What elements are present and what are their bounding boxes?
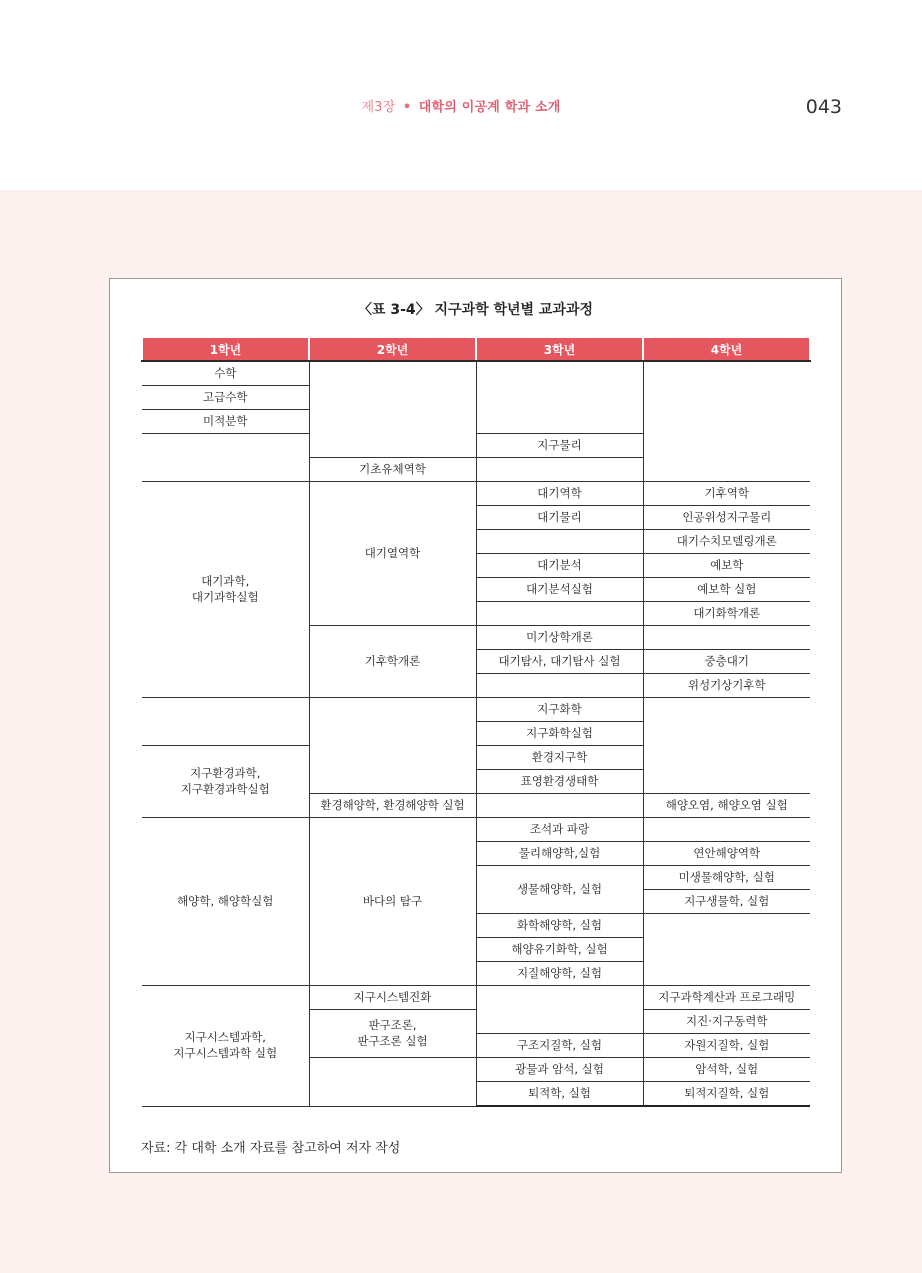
table-cell: 지구화학	[476, 698, 643, 722]
table-cell: 대기탐사, 대기탐사 실험	[476, 650, 643, 674]
table-cell: 화학해양학, 실험	[476, 914, 643, 938]
table-cell: 중층대기	[643, 650, 810, 674]
table-cell: 기초유체역학	[309, 458, 476, 482]
table-cell-empty	[476, 361, 643, 434]
table-cell: 대기물리	[476, 506, 643, 530]
table-cell: 해양오염, 해양오염 실험	[643, 794, 810, 818]
table-cell-empty	[643, 361, 810, 482]
table-cell: 위성기상기후학	[643, 674, 810, 698]
table-cell-empty	[643, 914, 810, 986]
table-cell: 지질해양학, 실험	[476, 962, 643, 986]
page-header	[0, 0, 922, 190]
table-cell: 광물과 암석, 실험	[476, 1058, 643, 1082]
table-row	[142, 986, 810, 1010]
table-cell: 해양학, 해양학실험	[142, 818, 309, 986]
page-number: 043	[805, 96, 842, 118]
column-header-year2: 2학년	[309, 338, 476, 361]
table-cell-empty	[476, 602, 643, 626]
table-cell: 지구과학계산과 프로그래밍	[643, 986, 810, 1010]
table-row	[142, 818, 810, 842]
table-cell-empty	[476, 674, 643, 698]
curriculum-table	[141, 338, 811, 1107]
head-separator: •	[402, 100, 412, 115]
table-cell: 미기상학개론	[476, 626, 643, 650]
table-cell-empty	[476, 986, 643, 1034]
table-cell-empty	[643, 698, 810, 794]
table-cell-empty	[142, 698, 309, 746]
table-cell: 퇴적학, 실험	[476, 1082, 643, 1107]
table-cell: 대기화학개론	[643, 602, 810, 626]
table-cell-empty	[309, 698, 476, 794]
table-cell: 예보학 실험	[643, 578, 810, 602]
table-cell: 대기분석	[476, 554, 643, 578]
table-cell: 자원지질학, 실험	[643, 1034, 810, 1058]
table-cell: 지구물리	[476, 434, 643, 458]
table-cell: 대기역학	[476, 482, 643, 506]
table-cell: 조석과 파랑	[476, 818, 643, 842]
table-cell: 예보학	[643, 554, 810, 578]
table-cell: 구조지질학, 실험	[476, 1034, 643, 1058]
table-cell: 대기열역학	[309, 482, 476, 626]
table-cell: 지구시스템진화	[309, 986, 476, 1010]
table-cell: 판구조론, 판구조론 실험	[309, 1010, 476, 1058]
table-cell: 암석학, 실험	[643, 1058, 810, 1082]
running-head	[0, 96, 922, 115]
table-row	[142, 698, 810, 722]
chapter-title: 대학의 이공계 학과 소개	[418, 100, 561, 115]
table-cell: 지구시스템과학, 지구시스템과학 실험	[142, 986, 309, 1107]
table-caption: 〈표 3-4〉 지구과학 학년별 교과과정	[357, 302, 594, 318]
header-row	[142, 338, 810, 361]
table-cell: 대기수치모델링개론	[643, 530, 810, 554]
table-source-note: 자료: 각 대학 소개 자료를 참고하여 저자 작성	[141, 1141, 401, 1156]
table-row	[142, 482, 810, 506]
chapter-label: 제3장	[361, 100, 396, 115]
table-cell-empty	[643, 818, 810, 842]
table-cell: 인공위성지구물리	[643, 506, 810, 530]
table-cell-empty	[476, 530, 643, 554]
table-cell-empty	[476, 794, 643, 818]
table-cell: 수학	[142, 361, 309, 386]
table-box	[109, 278, 842, 1173]
table-cell: 환경지구학	[476, 746, 643, 770]
table-cell: 미적분학	[142, 410, 309, 434]
table-cell: 환경해양학, 환경해양학 실험	[309, 794, 476, 818]
table-cell: 연안해양역학	[643, 842, 810, 866]
table-cell: 생물해양학, 실험	[476, 866, 643, 914]
table-cell: 해양유기화학, 실험	[476, 938, 643, 962]
column-header-year3: 3학년	[476, 338, 643, 361]
column-header-year4: 4학년	[643, 338, 810, 361]
table-cell-empty	[309, 361, 476, 458]
table-cell: 바다의 탐구	[309, 818, 476, 986]
table-cell: 기후역학	[643, 482, 810, 506]
table-cell: 물리해양학,실험	[476, 842, 643, 866]
table-cell: 지구생물학, 실험	[643, 890, 810, 914]
table-cell: 지구화학실험	[476, 722, 643, 746]
table-cell-empty	[142, 434, 309, 482]
table-cell: 퇴적지질학, 실험	[643, 1082, 810, 1107]
table-cell: 표영환경생태학	[476, 770, 643, 794]
column-header-year1: 1학년	[142, 338, 309, 361]
table-cell: 지진·지구동력학	[643, 1010, 810, 1034]
table-cell: 지구환경과학, 지구환경과학실험	[142, 746, 309, 818]
table-cell-empty	[643, 626, 810, 650]
table-cell-empty	[309, 1058, 476, 1107]
table-cell: 대기분석실험	[476, 578, 643, 602]
table-cell: 고급수학	[142, 386, 309, 410]
table-cell: 기후학개론	[309, 626, 476, 698]
table-row	[142, 361, 810, 386]
table-cell-empty	[476, 458, 643, 482]
table-cell: 대기과학, 대기과학실험	[142, 482, 309, 698]
table-cell: 미생물해양학, 실험	[643, 866, 810, 890]
